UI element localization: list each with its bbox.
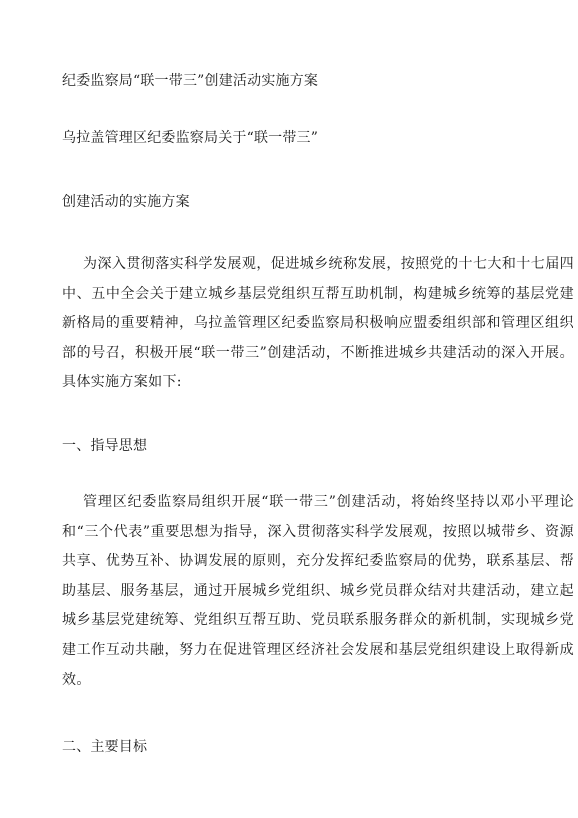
document-title: 纪委监察局“联一带三”创建活动实施方案	[62, 73, 319, 89]
heading-line-2: 创建活动的实施方案	[62, 194, 190, 210]
section-1-body: 管理区纪委监察局组织开展“联一带三”创建活动，将始终坚持以邓小平理论和“三个代表”重要思想为指导，深入贯彻落实科学发展观，按照以城带乡、资源共享、优势互补、协调发展的原则，充分发挥纪委监察局的优势，联系基层、帮助基层、服务基层，通过开展城乡党组织、城乡党员群众结对共建活动，建立起城乡基层党建统筹、党组织互帮互助、党员联系服务群众的新机制，实现城乡党建工作互动共融，努力在促进管理区经济社会发展和基层党组织建设上取得新成效。	[62, 494, 574, 688]
section-1-title: 一、指导思想	[62, 438, 148, 454]
section-2-title: 二、主要目标	[62, 739, 148, 755]
intro-paragraph: 为深入贯彻落实科学发展观，促进城乡统称发展，按照党的十七大和十七届四中、五中全会关于建立城乡基层党组织互帮互助机制，构建城乡统筹的基层党建新格局的重要精神，乌拉盖管理区纪委监察局积极响应盟委组织部和管理区组织部的号召，积极开展“联一带三”创建活动，不断推进城乡共建活动的深入开展。具体实施方案如下:	[62, 256, 574, 391]
heading-line-1: 乌拉盖管理区纪委监察局关于“联一带三”	[62, 130, 319, 146]
